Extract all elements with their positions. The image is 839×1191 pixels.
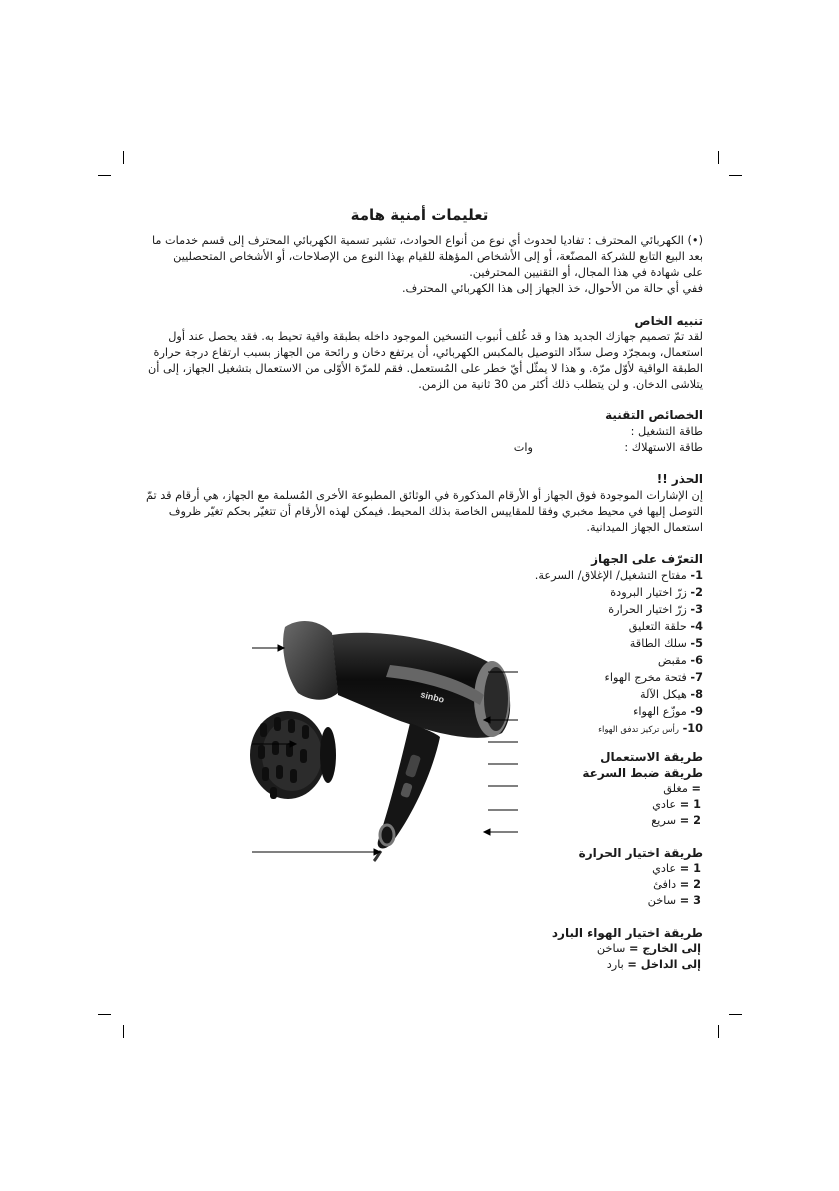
- crop-mark: [718, 1025, 719, 1038]
- usage-heading: طريقة الاستعمال: [600, 750, 703, 764]
- crop-mark: [98, 175, 111, 176]
- heat-option: 1 = عادي: [652, 862, 701, 875]
- crop-mark: [98, 1014, 111, 1015]
- crop-mark: [123, 151, 124, 164]
- electrician-line-1: (•) الكهربائي المحترف : تفاديا لحدوث أي نوع من أنواع الحوادث، تشير تسمية الكهربائي المحترف إلى قسم خدمات ما: [151, 234, 703, 247]
- left-callouts: [250, 640, 390, 860]
- electrician-line-3: على شهادة في هذا المجال، أو التقنيين المحترفين.: [469, 266, 703, 279]
- list-item: 3- زرّ اختيار الحرارة: [608, 603, 703, 616]
- specs-power-unit: وات: [513, 441, 533, 454]
- cold-option: إلى الخارج = ساخن: [596, 942, 701, 955]
- heat-option: 3 = ساخن: [647, 894, 701, 907]
- specs-heading: الخصائص التقنية: [605, 408, 703, 422]
- list-item: 9- موزّع الهواء: [633, 705, 703, 718]
- list-item: 7- فتحة مخرج الهواء: [604, 671, 703, 684]
- special-line-2: استعمال، وبمجرّد وصل سدّاد التوصيل بالمكبس الكهربائي، أن يرتفع دخان و رائحة من الجهاز بسبب ارتفاع درجة حرارة: [153, 346, 703, 359]
- speed-heading: طريقة ضبط السرعة: [582, 766, 703, 780]
- special-line-3: الطبقة الواقية لأوّل مرّة. و هذا لا يمثّل أيّ خطر على المُستعمل. فقم للمرّة الأوّلى من الاستعمال بتشغيل الجهاز، إلى أن: [147, 362, 703, 375]
- parts-heading: التعرّف على الجهاز: [591, 552, 703, 566]
- cold-option: إلى الداخل = بارد: [606, 958, 701, 971]
- speed-option: = مغلق: [663, 782, 701, 795]
- list-item: 5- سلك الطاقة: [629, 637, 703, 650]
- crop-mark: [123, 1025, 124, 1038]
- crop-mark: [729, 1014, 742, 1015]
- brand-logo: sinbo: [419, 689, 446, 705]
- speed-option: 1 = عادي: [652, 798, 701, 811]
- special-heading: تنبيه الخاص: [634, 314, 703, 328]
- list-item: 10- رأس تركيز تدفق الهواء: [598, 722, 703, 735]
- specs-voltage: طاقة التشغيل :: [630, 425, 703, 438]
- right-callouts: [480, 660, 520, 840]
- special-line-4: يتلاشى الدخان. و لن يتطلب ذلك أكثر من 30 ثانية من الزمن.: [418, 378, 703, 391]
- list-item: 2- زرّ اختيار البرودة: [610, 586, 703, 599]
- crop-mark: [729, 175, 742, 176]
- heat-heading: طريقة اختيار الحرارة: [578, 846, 703, 860]
- caution-heading: الحذر !!: [656, 472, 703, 486]
- electrician-line-4: ففي أي حالة من الأحوال، خذ الجهاز إلى هذا الكهربائي المحترف.: [401, 282, 703, 295]
- page-title: تعليمات أمنية هامة: [350, 206, 489, 224]
- heat-option: 2 = دافئ: [653, 878, 701, 891]
- special-line-1: لقد تمّ تصميم جهازك الجديد هذا و قد غُلف أنبوب التسخين الموجود داخله بطبقة واقية تحيط به. فقد يحصل عند أول: [168, 330, 703, 343]
- list-item: 1- مفتاح التشغيل/ الإغلاق/ السرعة.: [534, 569, 703, 582]
- list-item: 4- حلقة التعليق: [628, 620, 703, 633]
- cold-heading: طريقة اختيار الهواء البارد: [551, 926, 703, 940]
- specs-power: طاقة الاستهلاك :: [624, 441, 703, 454]
- list-item: 8- هيكل الآلة: [639, 688, 703, 701]
- list-item: 6- مقبض: [657, 654, 703, 667]
- caution-line-1: إن الإشارات الموجودة فوق الجهاز أو الأرقام المذكورة في الوثائق المطبوعة الأخرى المُسلمة مع الجهاز، هي أرقام قد تمّ: [145, 489, 703, 502]
- crop-mark: [718, 151, 719, 164]
- electrician-line-2: بعد البيع التابع للشركة المصنّعة، أو إلى الأشخاص المؤهلة للقيام بهذا النوع من الإصلاحات، أو الأشخاص المتحصليين: [173, 250, 703, 263]
- speed-option: 2 = سريع: [651, 814, 701, 827]
- caution-line-3: استعمال الجهاز الميدانية.: [586, 521, 703, 534]
- caution-line-2: التوصل إليها في محيط مخبري وفقا للمقاييس الخاصة بذلك المحيط. فيمكن لهذه الأرقام أن تتغيّر بحكم تغيّر ظروف: [168, 505, 703, 518]
